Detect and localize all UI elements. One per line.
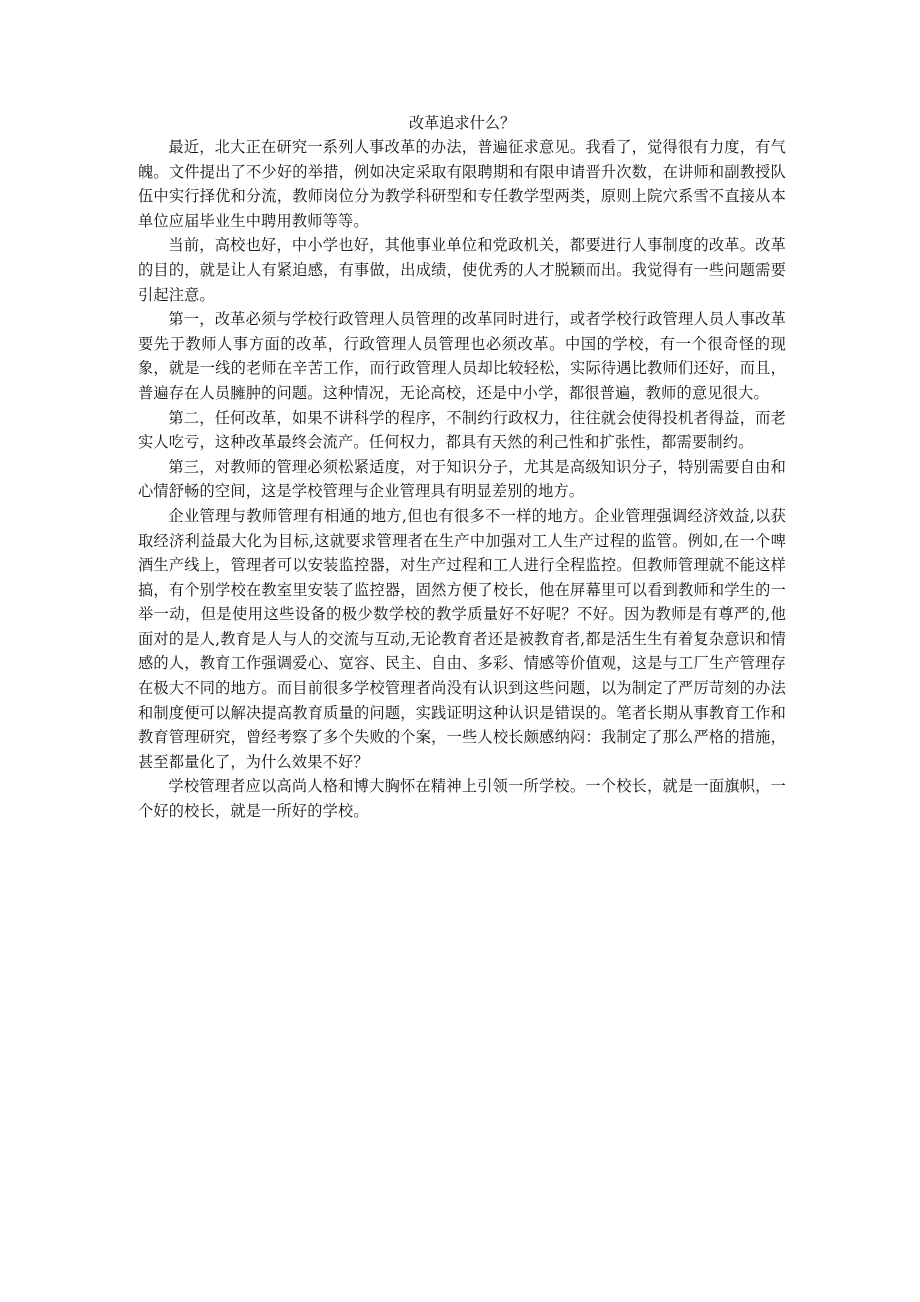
paragraph-2: 当前，高校也好，中小学也好，其他事业单位和党政机关，都要进行人事制度的改革。改革的目的，就是让人有紧迫感，有事做，出成绩，使优秀的人才脱颖而出。我觉得有一些问题需要引起注意。: [138, 236, 786, 304]
paragraph-1: 最近，北大正在研究一系列人事改革的办法，普遍征求意见。我看了，觉得很有力度，有气魄。文件提出了不少好的举措，例如决定采取有限聘期和有限申请晋升次数，在讲师和副教授队伍中实行择优和分流，教师岗位分为教学科研型和专任教学型两类，原则上院穴系雪不直接从本单位应届毕业生中聘用教师等等。: [138, 138, 786, 230]
paragraph-7: 学校管理者应以高尚人格和博大胸怀在精神上引领一所学校。一个校长，就是一面旗帜，一个好的校长，就是一所好的学校。: [138, 777, 786, 821]
paragraph-6: 企业管理与教师管理有相通的地方,但也有很多不一样的地方。企业管理强调经济效益,以获取经济利益最大化为目标,这就要求管理者在生产中加强对工人生产过程的监管。例如,在一个啤酒生产线上，管理者可以安装监控器，对生产过程和工人进行全程监控。但教师管理就不能这样搞，有个别学校在教室里安装了监控器，固然方便了校长，他在屏幕里可以看到教师和学生的一举一动，但是使用这些设备的极少数学校的教学质量好不好呢？不好。因为教师是有尊严的,他面对的是人,教育是人与人的交流与互动,无论教育者还是被教育者,都是活生生有着复杂意识和情感的人，教育工作强调爱心、宽容、民主、自由、多彩、情感等价值观，这是与工厂生产管理存在极大不同的地方。而目前很多学校管理者尚没有认识到这些问题，以为制定了严厉苛刻的办法和制度便可以解决提高教育质量的问题，实践证明这种认识是错误的。笔者长期从事教育工作和教育管理研究，曾经考察了多个失败的个案，一些人校长颇感纳闷：我制定了那么严格的措施，甚至都量化了，为什么效果不好？: [138, 506, 786, 771]
paragraph-3: 第一，改革必须与学校行政管理人员管理的改革同时进行，或者学校行政管理人员人事改革要先于教师人事方面的改革，行政管理人员管理也必须改革。中国的学校，有一个很奇怪的现象，就是一线的老师在辛苦工作，而行政管理人员却比较轻松，实际待遇比教师们还好，而且，普遍存在人员臃肿的问题。这种情况，无论高校，还是中小学，都很普遍，教师的意见很大。: [138, 310, 786, 402]
document-title: 改革追求什么？: [408, 114, 516, 132]
paragraph-5: 第三，对教师的管理必须松紧适度，对于知识分子，尤其是高级知识分子，特别需要自由和心情舒畅的空间，这是学校管理与企业管理具有明显差别的地方。: [138, 457, 786, 501]
document-page: [138, 111, 786, 824]
paragraph-4: 第二，任何改革，如果不讲科学的程序，不制约行政权力，往往就会使得投机者得益，而老实人吃亏，这种改革最终会流产。任何权力，都具有天然的利己性和扩张性，都需要制约。: [138, 408, 786, 452]
